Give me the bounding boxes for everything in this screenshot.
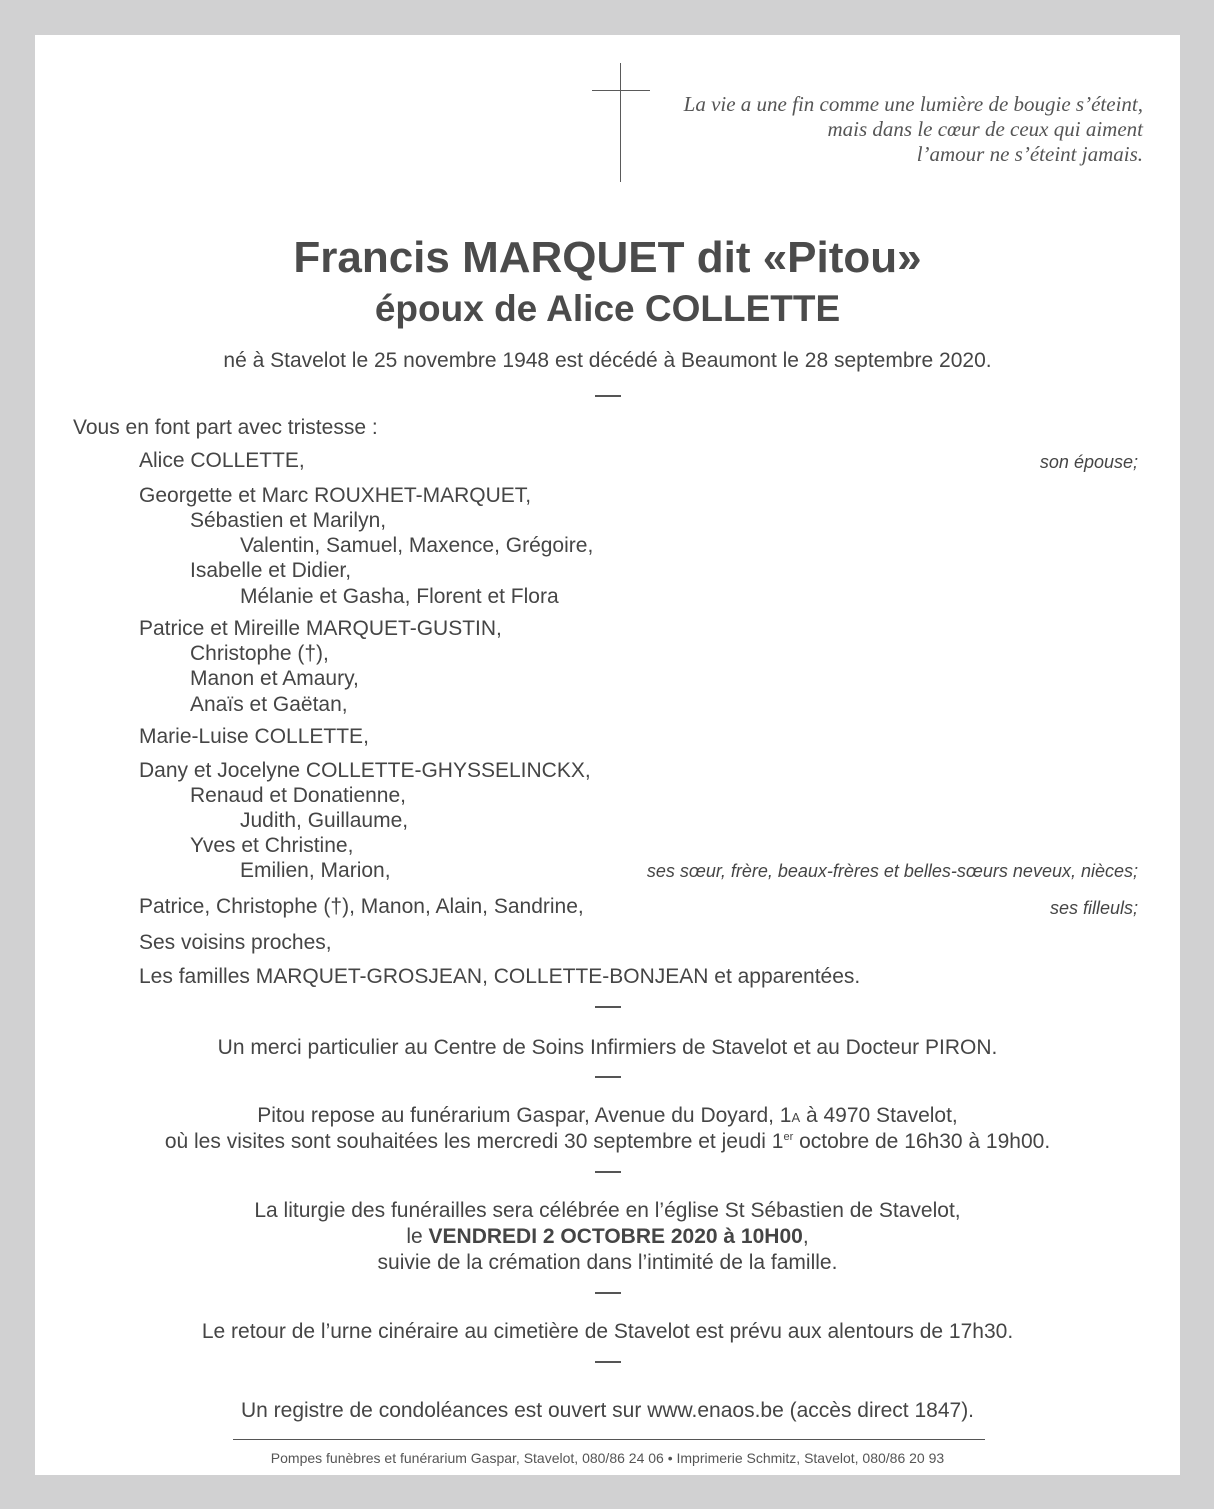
family-intro: Vous en font part avec tristesse : — [73, 416, 378, 439]
family-line: Alice COLLETTE, — [139, 449, 305, 472]
quote-line-2: mais dans le cœur de ceux qui aiment — [827, 117, 1143, 141]
relation-siblings: ses sœur, frère, beaux-frères et belles-sœurs neveux, nièces; — [646, 861, 1138, 881]
separator-dash — [595, 1292, 621, 1294]
cross-icon-horizontal — [592, 90, 650, 91]
family-line: Judith, Guillaume, — [240, 809, 409, 832]
family-line: Georgette et Marc ROUXHET-MARQUET, — [139, 484, 532, 507]
family-line: Marie-Luise COLLETTE, — [139, 725, 369, 748]
family-line: Emilien, Marion, — [240, 859, 391, 882]
footer-rule — [233, 1439, 985, 1440]
separator-dash — [595, 1361, 621, 1363]
death-notice-sheet — [35, 35, 1180, 1475]
family-line: Anaïs et Gaëtan, — [190, 693, 348, 716]
family-line: Isabelle et Didier, — [190, 559, 352, 582]
family-line: Manon et Amaury, — [190, 667, 359, 690]
separator-dash — [595, 1006, 621, 1008]
spouse-line: époux de Alice COLLETTE — [374, 288, 841, 329]
urn-text: Le retour de l’urne cinéraire au cimetière de Stavelot est prévu aux alentours de 17h30. — [201, 1320, 1014, 1343]
family-line: Christophe (†), — [190, 642, 329, 665]
family-line: Ses voisins proches, — [139, 931, 332, 954]
quote — [543, 92, 1143, 167]
quote-line-3: l’amour ne s’éteint jamais. — [916, 142, 1143, 166]
visit-line-1: Pitou repose au funérarium Gaspar, Avenue du Doyard, 1A à 4970 Stavelot, — [257, 1104, 958, 1127]
funeral-line-2: le VENDREDI 2 OCTOBRE 2020 à 10H00, — [406, 1225, 809, 1248]
relation-godchildren: ses filleuls; — [1049, 898, 1138, 918]
funeral-line-3: suivie de la crémation dans l’intimité de la famille. — [377, 1251, 838, 1274]
family-line: Patrice et Mireille MARQUET-GUSTIN, — [139, 617, 502, 640]
registry-text: Un registre de condoléances est ouvert sur www.enaos.be (accès direct 1847). — [240, 1399, 975, 1422]
family-line: Sébastien et Marilyn, — [190, 509, 387, 532]
separator-dash — [595, 395, 621, 397]
deceased-name: Francis MARQUET dit «Pitou» — [293, 233, 922, 282]
separator-dash — [595, 1171, 621, 1173]
family-line: Mélanie et Gasha, Florent et Flora — [240, 585, 559, 608]
family-line: Dany et Jocelyne COLLETTE-GHYSSELINCKX, — [139, 759, 591, 782]
relation-spouse: son épouse; — [1039, 452, 1138, 472]
family-line: Patrice, Christophe (†), Manon, Alain, Sandrine, — [139, 895, 584, 918]
separator-dash — [595, 1076, 621, 1078]
funeral-line-1: La liturgie des funérailles sera célébrée en l’église St Sébastien de Stavelot, — [254, 1199, 961, 1222]
visit-line-2: où les visites sont souhaitées les mercredi 30 septembre et jeudi 1er octobre de 16h30 à 19h00. — [164, 1130, 1051, 1153]
quote-line-1: La vie a une fin comme une lumière de bougie s’éteint, — [683, 92, 1143, 116]
family-line: Renaud et Donatienne, — [190, 784, 406, 807]
family-line: Yves et Christine, — [190, 834, 354, 857]
birth-death-dates: né à Stavelot le 25 novembre 1948 est décédé à Beaumont le 28 septembre 2020. — [223, 349, 992, 372]
family-line: Les familles MARQUET-GROSJEAN, COLLETTE-BONJEAN et apparentées. — [139, 965, 861, 988]
footer-text: Pompes funèbres et funérarium Gaspar, Stavelot, 080/86 24 06 • Imprimerie Schmitz, Stavelot, 080/86 20 93 — [270, 1450, 945, 1466]
family-line: Valentin, Samuel, Maxence, Grégoire, — [240, 534, 594, 557]
thanks-text: Un merci particulier au Centre de Soins Infirmiers de Stavelot et au Docteur PIRON. — [217, 1036, 998, 1059]
